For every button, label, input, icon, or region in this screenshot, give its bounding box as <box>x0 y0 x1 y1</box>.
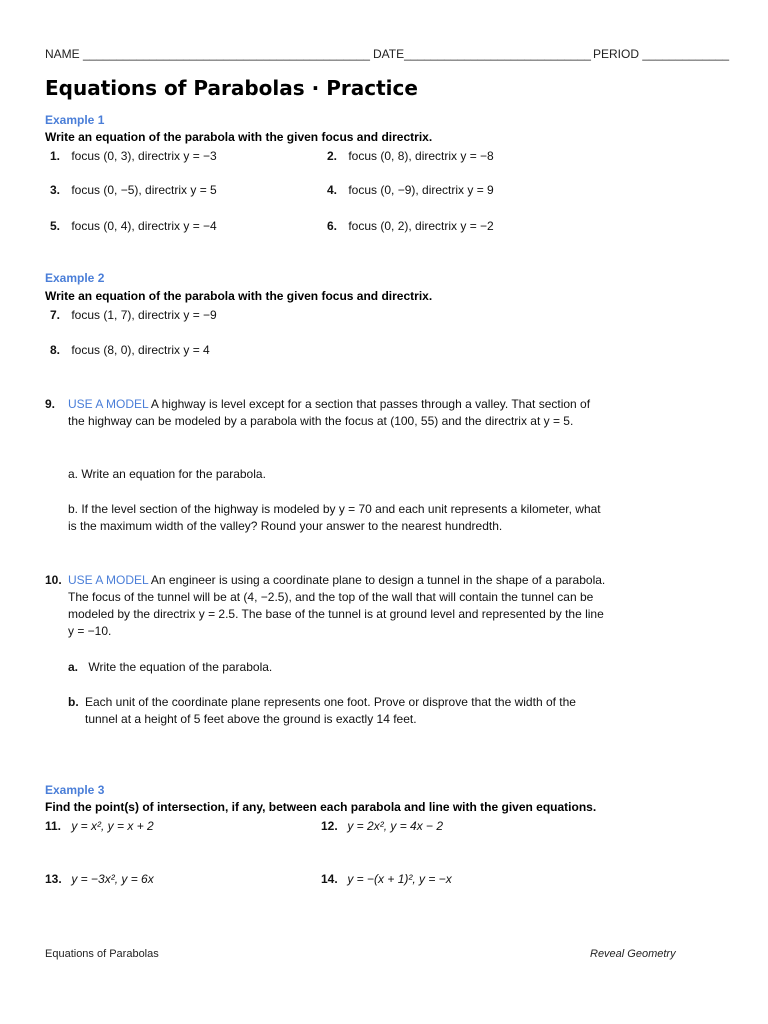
problem-number: 8. <box>50 343 61 357</box>
problem-number: 6. <box>327 219 338 233</box>
problem-text: focus (0, 8), directrix y = −8 <box>348 149 494 163</box>
use-a-model-tag: USE A MODEL <box>68 397 149 411</box>
example-2-instruction: Write an equation of the parabola with the given focus and directrix. <box>45 289 433 303</box>
problem-text: y = −3x², y = 6x <box>71 872 154 886</box>
problem-text: focus (0, −5), directrix y = 5 <box>71 183 217 197</box>
problem-number: 5. <box>50 219 61 233</box>
problem-10-body: An engineer is using a coordinate plane to design a tunnel in the shape of a parabola. The focus of the tunnel will be at (4, −2.5), and the top of the wall that will contain the tunnel can be modeled by the directrix y = 2.5. The base of the tunnel is at ground level and represented by the line y = −10. <box>68 573 606 638</box>
problem-number: 7. <box>50 308 61 322</box>
problem-number: 14. <box>321 872 338 886</box>
problem-7 <box>50 308 217 322</box>
part-text: Write the equation of the parabola. <box>88 660 273 674</box>
problem-6 <box>327 219 494 233</box>
problem-number: 13. <box>45 872 62 886</box>
problem-text: y = −(x + 1)², y = −x <box>347 872 452 886</box>
problem-9-number: 9. <box>45 397 56 411</box>
example-1-label: Example 1 <box>45 113 105 127</box>
use-a-model-tag: USE A MODEL <box>68 573 149 587</box>
problem-4 <box>327 183 494 197</box>
problem-10-number: 10. <box>45 573 62 587</box>
problem-10-text <box>68 572 613 640</box>
problem-number: 3. <box>50 183 61 197</box>
problem-8 <box>50 343 210 357</box>
problem-9-body: A highway is level except for a section that passes through a valley. That section of the highway can be modeled by a parabola with the focus at (100, 55) and the directrix at y = 5. <box>68 397 591 428</box>
problem-14 <box>321 872 452 886</box>
problem-number: 2. <box>327 149 338 163</box>
problem-number: 11. <box>45 819 62 833</box>
problem-number: 1. <box>50 149 61 163</box>
example-3-label: Example 3 <box>45 783 105 797</box>
problem-text: focus (0, 3), directrix y = −3 <box>71 149 217 163</box>
part-label: a. <box>68 660 79 674</box>
part-label: b. <box>68 695 79 709</box>
date-field: DATE____________________________ <box>373 47 591 61</box>
problem-1 <box>50 149 217 163</box>
example-3-instruction: Find the point(s) of intersection, if any, between each parabola and line with the given equations. <box>45 800 597 814</box>
problem-number: 4. <box>327 183 338 197</box>
problem-text: focus (1, 7), directrix y = −9 <box>71 308 217 322</box>
problem-text: focus (0, −9), directrix y = 9 <box>348 183 494 197</box>
problem-5 <box>50 219 217 233</box>
page-title: Equations of Parabolas · Practice <box>45 76 418 100</box>
example-2-label: Example 2 <box>45 271 105 285</box>
part-text: Each unit of the coordinate plane represents one foot. Prove or disprove that the width of the tunnel at a height of 5 feet above the ground is exactly 14 feet. <box>85 695 576 726</box>
problem-3 <box>50 183 217 197</box>
problem-9a: a. Write an equation for the parabola. <box>68 467 266 481</box>
problem-12 <box>321 819 443 833</box>
problem-9b: b. If the level section of the highway is modeled by y = 70 and each unit represents a kilometer, what is the maximum width of the valley? Round your answer to the nearest hundredth. <box>68 502 601 533</box>
problem-13 <box>45 872 154 886</box>
problem-text: focus (8, 0), directrix y = 4 <box>71 343 210 357</box>
example-1-instruction: Write an equation of the parabola with the given focus and directrix. <box>45 130 433 144</box>
name-field: NAME ___________________________________________ <box>45 47 370 61</box>
problem-text: focus (0, 2), directrix y = −2 <box>348 219 494 233</box>
problem-10a <box>68 660 272 674</box>
problem-text: focus (0, 4), directrix y = −4 <box>71 219 217 233</box>
problem-number: 12. <box>321 819 338 833</box>
problem-2 <box>327 149 494 163</box>
problem-9-text <box>68 396 603 430</box>
footer-right: Reveal Geometry <box>590 948 676 960</box>
period-field: PERIOD _____________ <box>593 47 730 61</box>
problem-text: y = x², y = x + 2 <box>71 819 154 833</box>
footer-left: Equations of Parabolas <box>45 948 159 960</box>
problem-11 <box>45 819 154 833</box>
problem-text: y = 2x², y = 4x − 2 <box>347 819 444 833</box>
